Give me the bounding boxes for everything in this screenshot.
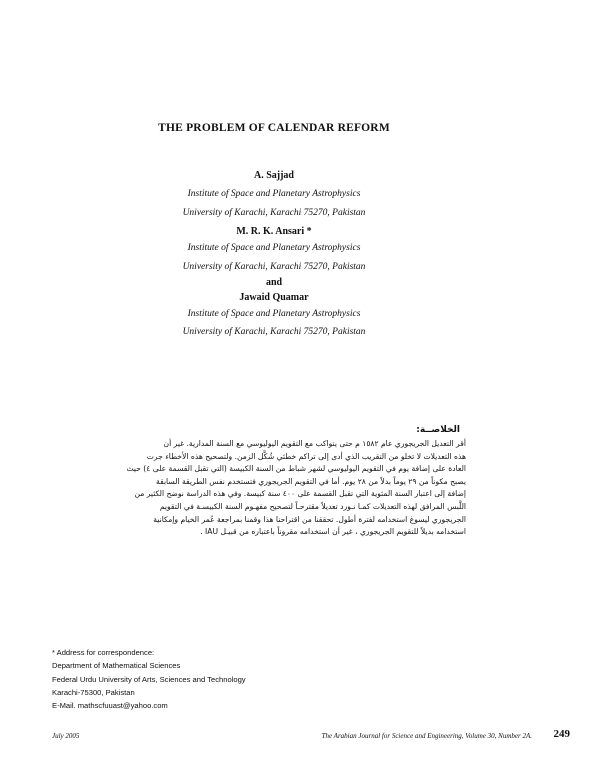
author-name: M. R. K. Ansari * (236, 226, 312, 237)
abstract-line: استخدامه بديلاً للتقويم الجريجوري ، غير أن استخدامه مقروناً باعتباره من قبيـل IAU . (200, 527, 466, 537)
author-affiliation: University of Karachi, Karachi 75270, Pakistan (182, 262, 366, 272)
footer-journal: The Arabian Journal for Science and Engineering, Volume 30, Number 2A. (321, 732, 532, 740)
page-footer (52, 728, 570, 745)
page-number: 249 (553, 728, 570, 740)
footnote-line: Federal Urdu University of Arts, Sciences and Technology (52, 674, 246, 684)
author-affiliation: Institute of Space and Planetary Astrophysics (187, 309, 361, 319)
author-affiliation: University of Karachi, Karachi 75270, Pakistan (182, 327, 366, 337)
abstract-line: هذه التعديلات لا تخلو من التقريب الذي أدى إلى تراكم خطئي شُكَّل الزمن. ولتصحيح هذه الأخطاء جرت (146, 451, 466, 461)
paper-title: THE PROBLEM OF CALENDAR REFORM (158, 122, 390, 134)
author-affiliation: Institute of Space and Planetary Astrophysics (187, 243, 361, 253)
footer-date: July 2005 (52, 732, 80, 740)
abstract-line: الجريجوري ليسوغ استخدامه لفترة أطول. تحققنا من اقتراحنا هذا وقمنا بمراجعة عُمر الخيام وإمكانية (153, 514, 466, 524)
abstract-line: يصبح مكوناً من ٢٩ يوماً بدلاً من ٢٨ يوم. أما في التقويم الجريجوري فتستخدم نفس الطريقة السابقة (156, 476, 466, 486)
correspondence-footnote (52, 646, 372, 712)
author-name: A. Sajjad (253, 170, 294, 181)
author-name: Jawaid Quamar (239, 292, 309, 303)
abstract-body (96, 438, 466, 539)
abstract-heading: الخلاصــة: (416, 425, 460, 435)
and-separator: and (265, 277, 283, 288)
abstract-line: أقر التعديل الجريجوري عام ١٥٨٢ م حتى يتواكب مع التقويم اليوليوسي مع السنة المدارية. غير أن (163, 439, 466, 448)
footnote-line: Karachi-75300, Pakistan (52, 687, 135, 697)
footnote-line: * Address for correspondence: (52, 648, 155, 657)
footnote-email: E-Mail. mathscfuuast@yahoo.com (52, 701, 168, 711)
footnote-line: Department of Mathematical Sciences (52, 661, 181, 671)
author-affiliation: University of Karachi, Karachi 75270, Pakistan (182, 208, 366, 218)
author-affiliation: Institute of Space and Planetary Astrophysics (187, 189, 361, 199)
abstract-line: إضافة إلى اعتبار السنة المئوية التي تقبل القسمة على ٤٠٠ سنة كبيسة. وفي هذه الدراسة نوضح الكثير من (134, 489, 466, 499)
abstract-line: اللَّبس المرافق لهذه التعديلات كمـا نـورد تعديلاً مقترحـاً لتصحيح مفهـوم السنة الكبيسـة في التقويم (159, 501, 466, 511)
abstract-line: العادة على إضافة يوم في التقويم اليوليوسي لشهر شباط من السنة الكبيسة (التي تقبل القسمة على ٤) حيث (126, 464, 466, 474)
